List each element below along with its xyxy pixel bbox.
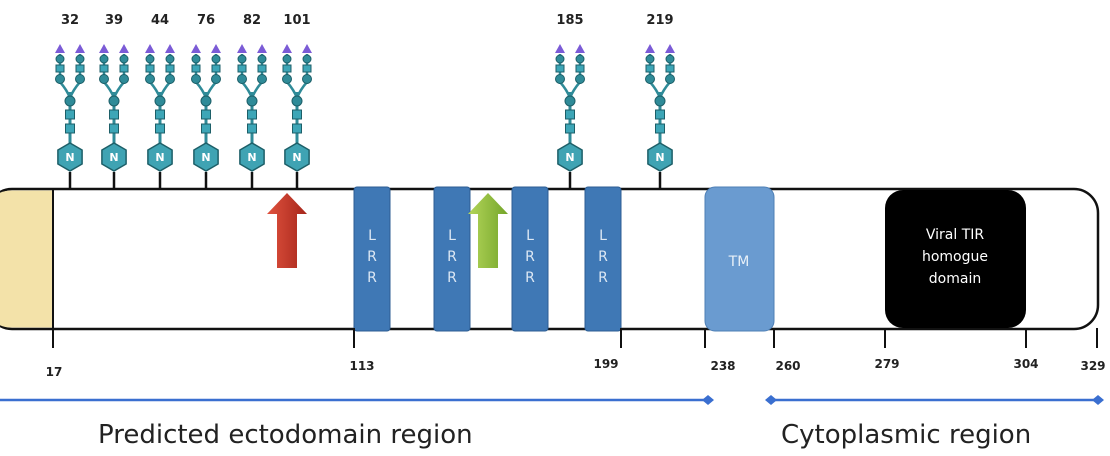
- glycosylation-site-number: 44: [150, 13, 170, 28]
- asparagine-label: N: [292, 151, 302, 164]
- galactose-icon: [146, 55, 154, 63]
- glcnac-icon: [293, 110, 302, 119]
- galactose-icon: [166, 55, 174, 63]
- glycosylation-site-number: 76: [196, 13, 216, 28]
- galactose-icon: [646, 55, 654, 63]
- position-label: 329: [1080, 359, 1106, 373]
- lrr-domain: [434, 187, 470, 331]
- sialic-acid-icon: [257, 44, 267, 53]
- core-mannose-icon: [292, 96, 302, 106]
- signal-peptide-region: [0, 191, 53, 328]
- mannose-icon: [258, 75, 267, 84]
- glcnac-icon: [656, 110, 665, 119]
- glcnac-icon: [110, 110, 119, 119]
- mannose-icon: [192, 75, 201, 84]
- mannose-icon: [166, 75, 175, 84]
- glcnac-icon: [156, 124, 165, 133]
- lrr-letter: L: [368, 228, 376, 244]
- glycan-tree: [55, 13, 85, 190]
- lrr-letter: R: [447, 270, 457, 286]
- sialic-acid-icon: [145, 44, 155, 53]
- sialic-acid-icon: [645, 44, 655, 53]
- galactose-icon: [666, 55, 674, 63]
- lrr-letter: R: [598, 249, 608, 265]
- glycan-tree: [145, 13, 175, 190]
- galactose-icon: [303, 55, 311, 63]
- mannose-icon: [303, 75, 312, 84]
- lrr-domain: [585, 187, 621, 331]
- galactose-icon: [100, 55, 108, 63]
- glcnac-icon: [56, 65, 64, 72]
- position-ticks: [53, 328, 1097, 348]
- asparagine-label: N: [155, 151, 165, 164]
- lrr-letter: L: [526, 228, 534, 244]
- mannose-icon: [146, 75, 155, 84]
- lrr-letter: R: [525, 270, 535, 286]
- glycan-tree: [555, 13, 585, 190]
- galactose-icon: [212, 55, 220, 63]
- position-label: 199: [593, 357, 619, 371]
- glycosylation-site-number: 82: [242, 13, 262, 28]
- core-mannose-icon: [655, 96, 665, 106]
- mannose-icon: [212, 75, 221, 84]
- glycosylation-site-number: 185: [556, 13, 584, 28]
- lrr-letter: R: [447, 249, 457, 265]
- galactose-icon: [238, 55, 246, 63]
- galactose-icon: [76, 55, 84, 63]
- lrr-domain: [512, 187, 548, 331]
- glycosylation-site-number: 101: [283, 13, 311, 28]
- position-label: 260: [775, 359, 801, 373]
- transmembrane-domain: [705, 187, 774, 331]
- sialic-acid-icon: [555, 44, 565, 53]
- glcnac-icon: [248, 124, 257, 133]
- mannose-icon: [56, 75, 65, 84]
- sialic-acid-icon: [55, 44, 65, 53]
- tir-label-line: domain: [928, 271, 982, 287]
- sialic-acid-icon: [99, 44, 109, 53]
- sialic-acid-icon: [237, 44, 247, 53]
- glcnac-icon: [556, 65, 564, 72]
- glycan-tree: [191, 13, 221, 190]
- glcnac-icon: [110, 124, 119, 133]
- sialic-acid-icon: [665, 44, 675, 53]
- mannose-icon: [100, 75, 109, 84]
- glycan-tree: [282, 13, 312, 190]
- sialic-acid-icon: [75, 44, 85, 53]
- glcnac-icon: [202, 124, 211, 133]
- position-label: 304: [1013, 357, 1039, 371]
- glycosylation-sites: [55, 13, 675, 190]
- tir-domain: [885, 190, 1026, 328]
- mannose-icon: [238, 75, 247, 84]
- glcnac-icon: [166, 65, 174, 72]
- asparagine-label: N: [565, 151, 575, 164]
- mannose-icon: [646, 75, 655, 84]
- glcnac-icon: [293, 124, 302, 133]
- tir-label-line: Viral TIR: [925, 227, 985, 243]
- glcnac-icon: [146, 65, 154, 72]
- asparagine-label: N: [247, 151, 257, 164]
- glcnac-icon: [646, 65, 654, 72]
- glcnac-icon: [76, 65, 84, 72]
- asparagine-label: N: [65, 151, 75, 164]
- glcnac-icon: [238, 65, 246, 72]
- sialic-acid-icon: [191, 44, 201, 53]
- glycosylation-site-number: 219: [646, 13, 674, 28]
- galactose-icon: [56, 55, 64, 63]
- glycosylation-site-number: 32: [60, 13, 80, 28]
- glcnac-icon: [283, 65, 291, 72]
- position-label: 279: [874, 357, 900, 371]
- core-mannose-icon: [65, 96, 75, 106]
- glcnac-icon: [576, 65, 584, 72]
- glcnac-icon: [656, 124, 665, 133]
- galactose-icon: [283, 55, 291, 63]
- ectodomain-region-label: Predicted ectodomain region: [98, 420, 473, 450]
- glcnac-icon: [120, 65, 128, 72]
- glcnac-icon: [212, 65, 220, 72]
- mannose-icon: [576, 75, 585, 84]
- glcnac-icon: [566, 124, 575, 133]
- glcnac-icon: [303, 65, 311, 72]
- mannose-icon: [120, 75, 129, 84]
- galactose-icon: [120, 55, 128, 63]
- mannose-icon: [283, 75, 292, 84]
- glcnac-icon: [100, 65, 108, 72]
- lrr-letter: R: [525, 249, 535, 265]
- lrr-domain: [354, 187, 390, 331]
- glcnac-icon: [192, 65, 200, 72]
- cytoplasmic-region-label: Cytoplasmic region: [781, 420, 1032, 450]
- lrr-letter: L: [448, 228, 456, 244]
- sialic-acid-icon: [282, 44, 292, 53]
- sialic-acid-icon: [575, 44, 585, 53]
- glcnac-icon: [666, 65, 674, 72]
- glcnac-icon: [258, 65, 266, 72]
- core-mannose-icon: [565, 96, 575, 106]
- sialic-acid-icon: [302, 44, 312, 53]
- glycan-tree: [645, 13, 675, 190]
- tm-label: TM: [728, 254, 750, 270]
- lrr-letter: R: [367, 270, 377, 286]
- glcnac-icon: [202, 110, 211, 119]
- core-mannose-icon: [247, 96, 257, 106]
- sialic-acid-icon: [211, 44, 221, 53]
- cytoplasmic-indicator: [765, 395, 1104, 405]
- core-mannose-icon: [201, 96, 211, 106]
- position-labels: [46, 357, 1106, 379]
- mannose-icon: [76, 75, 85, 84]
- glcnac-icon: [156, 110, 165, 119]
- tir-label-line: homogue: [921, 249, 989, 265]
- glcnac-icon: [248, 110, 257, 119]
- glcnac-icon: [566, 110, 575, 119]
- position-label: 17: [45, 365, 63, 379]
- lrr-letter: L: [599, 228, 607, 244]
- sialic-acid-icon: [119, 44, 129, 53]
- ectodomain-indicator: [0, 395, 714, 405]
- position-label: 238: [710, 359, 736, 373]
- position-label: 113: [349, 359, 375, 373]
- asparagine-label: N: [655, 151, 665, 164]
- glycan-tree: [99, 13, 129, 190]
- galactose-icon: [556, 55, 564, 63]
- asparagine-label: N: [201, 151, 211, 164]
- asparagine-label: N: [109, 151, 119, 164]
- lrr-letter: R: [598, 270, 608, 286]
- galactose-icon: [192, 55, 200, 63]
- galactose-icon: [258, 55, 266, 63]
- lrr-letter: R: [367, 249, 377, 265]
- galactose-icon: [576, 55, 584, 63]
- glcnac-icon: [66, 110, 75, 119]
- glycosylation-site-number: 39: [104, 13, 124, 28]
- core-mannose-icon: [109, 96, 119, 106]
- glcnac-icon: [66, 124, 75, 133]
- core-mannose-icon: [155, 96, 165, 106]
- mannose-icon: [556, 75, 565, 84]
- mannose-icon: [666, 75, 675, 84]
- sialic-acid-icon: [165, 44, 175, 53]
- glycan-tree: [237, 13, 267, 190]
